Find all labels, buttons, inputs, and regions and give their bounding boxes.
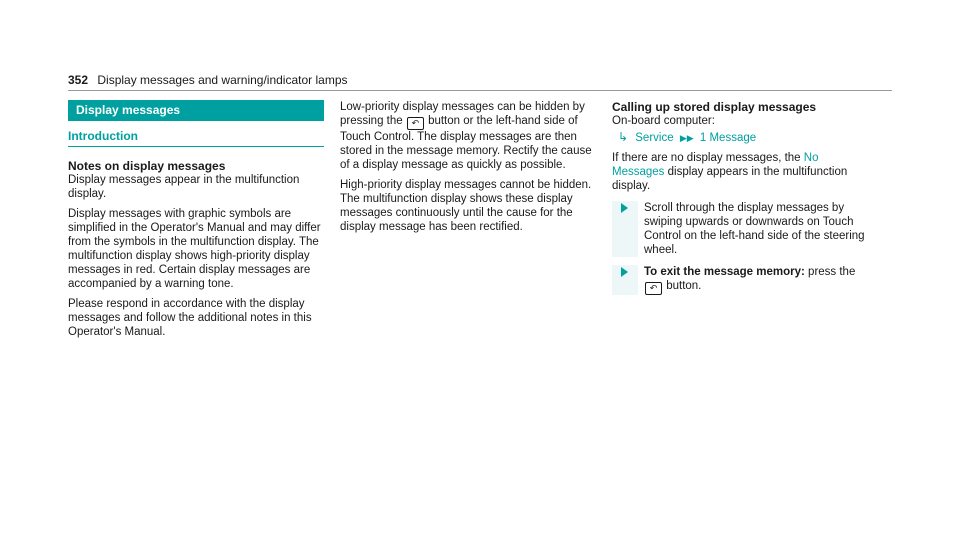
menu-path	[618, 130, 868, 145]
step-exit-rest: press the	[808, 266, 856, 278]
no-messages-link: No Messages	[612, 152, 819, 178]
low-priority-text-end: button or the left-hand side of Touch Control. The display messages are then stored in the message memory. Rectify the cause of a display message as quickly as possible.	[340, 115, 592, 171]
page-header-title: Display messages and warning/indicator lamps	[97, 73, 348, 87]
arrow-right-icon	[621, 203, 628, 213]
no-messages-text-end: display appears in the multifunction display.	[612, 166, 848, 192]
page-header	[68, 73, 892, 87]
section-title: Display messages	[68, 100, 324, 121]
step-marker	[612, 201, 638, 257]
double-arrow-icon: ▶▶	[679, 133, 694, 143]
step-exit-text	[638, 265, 868, 295]
low-priority-text-start: Low-priority display messages can be hidden by pressing the	[340, 101, 585, 127]
notes-paragraph-2: Display messages with graphic symbols are simplified in the Operator's Manual and may differ from the symbols in the multifunction display. The multifunction display shows high-priority display messages in red. Certain display messages are accompanied by a warning tone.	[68, 208, 321, 290]
step-scroll-text: Scroll through the display messages by swiping upwards or downwards on Touch Control on the left-hand side of the steering wheel.	[644, 202, 865, 256]
column-3	[612, 100, 868, 295]
header-rule	[68, 90, 892, 91]
column-1	[68, 100, 324, 345]
step-exit	[612, 265, 868, 295]
low-priority-paragraph	[340, 100, 596, 172]
menu-item-service: Service	[635, 132, 674, 144]
onboard-computer-label: On-board computer:	[612, 115, 715, 127]
notes-heading: Notes on display messages	[68, 159, 226, 173]
step-exit-end: button.	[666, 280, 702, 292]
no-messages-paragraph	[612, 151, 868, 193]
menu-arrow-icon: ↳	[618, 130, 629, 144]
notes-paragraph-3: Please respond in accordance with the display messages and follow the additional notes in this Operator's Manual.	[68, 298, 312, 338]
column-2	[340, 100, 596, 240]
back-button-icon: ↶	[645, 282, 662, 295]
step-exit-label: To exit the message memory:	[644, 266, 805, 278]
step-scroll	[612, 201, 868, 257]
back-button-icon: ↶	[407, 117, 424, 130]
high-priority-paragraph: High-priority display messages cannot be hidden. The multifunction display shows these display messages continuously until the cause for the display message has been rectified.	[340, 179, 592, 233]
subsection-title: Introduction	[68, 129, 324, 147]
page-number: 352	[68, 73, 89, 87]
stored-messages-heading: Calling up stored display messages	[612, 100, 817, 114]
no-messages-text-start: If there are no display messages, the	[612, 152, 801, 164]
arrow-right-icon	[621, 267, 628, 277]
step-marker	[612, 265, 638, 295]
menu-item-message: 1 Message	[699, 132, 757, 144]
notes-paragraph-1: Display messages appear in the multifunction display.	[68, 174, 300, 200]
